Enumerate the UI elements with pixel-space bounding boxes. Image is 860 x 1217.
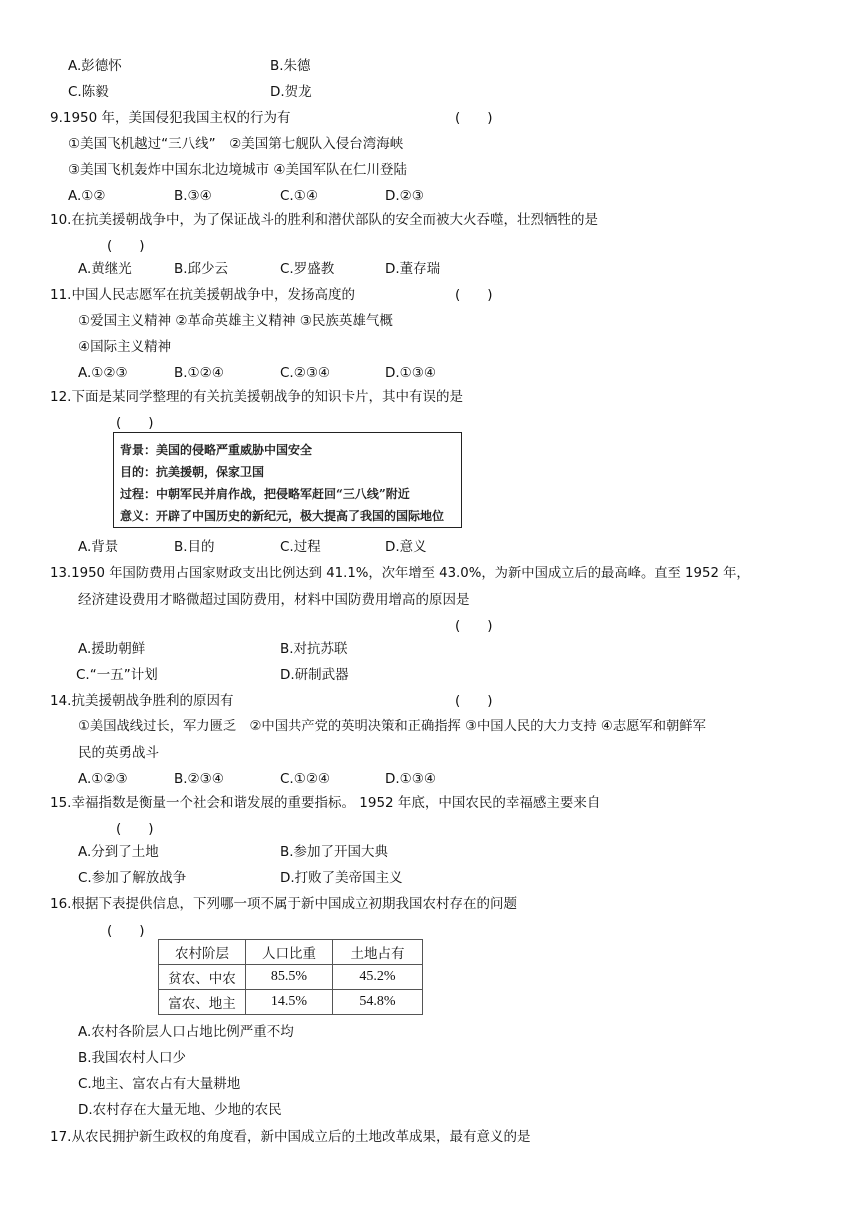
table-header-cell: 土地占有 <box>333 940 423 965</box>
table-header-cell: 人口比重 <box>246 940 333 965</box>
q16-option-d: D.农村存在大量无地、少地的农民 <box>78 1102 282 1118</box>
q15-option-c: C.参加了解放战争 <box>78 870 187 886</box>
table-row <box>159 990 423 1015</box>
q15-option-b: B.参加了开国大典 <box>280 844 389 860</box>
q9-option-b: B.③④ <box>174 188 212 204</box>
q17-stem: 17.从农民拥护新生政权的角度看，新中国成立后的土地改革成果，最有意义的是 <box>50 1129 531 1145</box>
table-header-cell: 农村阶层 <box>159 940 246 965</box>
table-cell: 贫农、中农 <box>159 965 246 990</box>
q14-option-b: B.②③④ <box>174 771 224 787</box>
q10-answer-paren: ( ) <box>107 238 145 254</box>
q12-stem: 12.下面是某同学整理的有关抗美援朝战争的知识卡片，其中有误的是 <box>50 389 463 405</box>
q14-items-line1: ①美国战线过长，军力匮乏 ②中国共产党的英明决策和正确指挥 ③中国人民的大力支持 ④志愿军和朝鲜军 <box>78 719 706 734</box>
q16-stem: 16.根据下表提供信息，下列哪一项不属于新中国成立初期我国农村存在的问题 <box>50 896 517 912</box>
q16-option-a: A.农村各阶层人口占地比例严重不均 <box>78 1024 294 1040</box>
q10-stem: 10.在抗美援朝战争中，为了保证战斗的胜利和潜伏部队的安全而被大火吞噬，壮烈牺牲的是 <box>50 212 598 228</box>
q12-answer-paren: ( ) <box>116 415 154 431</box>
card-background-line: 背景：美国的侵略严重威胁中国安全 <box>120 443 313 457</box>
card-process-line: 过程：中朝军民并肩作战，把侵略军赶回“三八线”附近 <box>120 487 410 501</box>
q15-answer-paren: ( ) <box>116 821 154 837</box>
card-significance-line: 意义：开辟了中国历史的新纪元，极大提高了我国的国际地位 <box>120 509 445 523</box>
table-cell: 54.8% <box>333 990 423 1015</box>
q8-option-c: C.陈毅 <box>68 84 109 100</box>
q9-items-line1: ①美国飞机越过“三八线” ②美国第七舰队入侵台湾海峡 <box>68 136 404 152</box>
q11-option-d: D.①③④ <box>385 365 436 381</box>
q13-option-d: D.研制武器 <box>280 667 349 683</box>
table-cell: 富农、地主 <box>159 990 246 1015</box>
q9-option-a: A.①② <box>68 188 106 204</box>
q15-option-a: A.分到了土地 <box>78 844 159 860</box>
q12-option-b: B.目的 <box>174 539 215 555</box>
q14-items-line2: 民的英勇战斗 <box>78 745 159 761</box>
q11-items-line1: ①爱国主义精神 ②革命英雄主义精神 ③民族英雄气概 <box>78 313 393 329</box>
q9-answer-paren: ( ) <box>455 110 493 126</box>
table-cell: 14.5% <box>246 990 333 1015</box>
q16-option-c: C.地主、富农占有大量耕地 <box>78 1076 241 1092</box>
q8-option-d: D.贺龙 <box>270 84 312 100</box>
q9-option-d: D.②③ <box>385 188 424 204</box>
q11-items-line2: ④国际主义精神 <box>78 339 172 355</box>
table-header-row <box>159 940 423 965</box>
q8-option-a: A.彭德怀 <box>68 58 122 74</box>
q12-option-d: D.意义 <box>385 539 427 555</box>
q16-option-b: B.我国农村人口少 <box>78 1050 187 1066</box>
q14-option-d: D.①③④ <box>385 771 436 787</box>
q10-option-d: D.董存瑞 <box>385 261 441 277</box>
q14-option-c: C.①②④ <box>280 771 331 787</box>
q10-option-c: C.罗盛教 <box>280 261 335 277</box>
q16-answer-paren: ( ) <box>107 923 145 939</box>
q11-option-a: A.①②③ <box>78 365 128 381</box>
q15-option-d: D.打败了美帝国主义 <box>280 870 403 886</box>
q14-option-a: A.①②③ <box>78 771 128 787</box>
q14-stem: 14.抗美援朝战争胜利的原因有 <box>50 693 234 709</box>
q13-stem-line1: 13.1950 年国防费用占国家财政支出比例达到 41.1%，次年增至 43.0%，为新中国成立后的最高峰。直至 1952 年， <box>50 566 750 581</box>
q11-stem: 11.中国人民志愿军在抗美援朝战争中，发扬高度的 <box>50 287 355 303</box>
q14-answer-paren: ( ) <box>455 693 493 709</box>
q10-option-b: B.邱少云 <box>174 261 229 277</box>
q11-answer-paren: ( ) <box>455 287 493 303</box>
q10-option-a: A.黄继光 <box>78 261 132 277</box>
q9-items-line2: ③美国飞机轰炸中国东北边境城市 ④美国军队在仁川登陆 <box>68 162 407 178</box>
q13-option-b: B.对抗苏联 <box>280 641 348 657</box>
land-distribution-table <box>158 939 423 1015</box>
q11-option-c: C.②③④ <box>280 365 331 381</box>
q12-option-c: C.过程 <box>280 539 321 555</box>
q8-option-b: B.朱德 <box>270 58 311 74</box>
card-purpose-line: 目的：抗美援朝，保家卫国 <box>120 465 265 479</box>
table-cell: 85.5% <box>246 965 333 990</box>
q9-option-c: C.①④ <box>280 188 318 204</box>
q15-stem: 15.幸福指数是衡量一个社会和谐发展的重要指标。 1952 年底，中国农民的幸福感主要来自 <box>50 795 601 811</box>
q9-stem: 9.1950 年，美国侵犯我国主权的行为有 <box>50 110 291 126</box>
q13-option-a: A.援助朝鲜 <box>78 641 146 657</box>
q11-option-b: B.①②④ <box>174 365 224 381</box>
knowledge-card <box>113 432 462 528</box>
q13-answer-paren: ( ) <box>455 618 493 634</box>
q13-stem-line2: 经济建设费用才略微超过国防费用，材料中国防费用增高的原因是 <box>78 592 470 608</box>
q13-option-c: C.“一五”计划 <box>76 667 158 683</box>
q12-option-a: A.背景 <box>78 539 119 555</box>
table-row <box>159 965 423 990</box>
table-cell: 45.2% <box>333 965 423 990</box>
